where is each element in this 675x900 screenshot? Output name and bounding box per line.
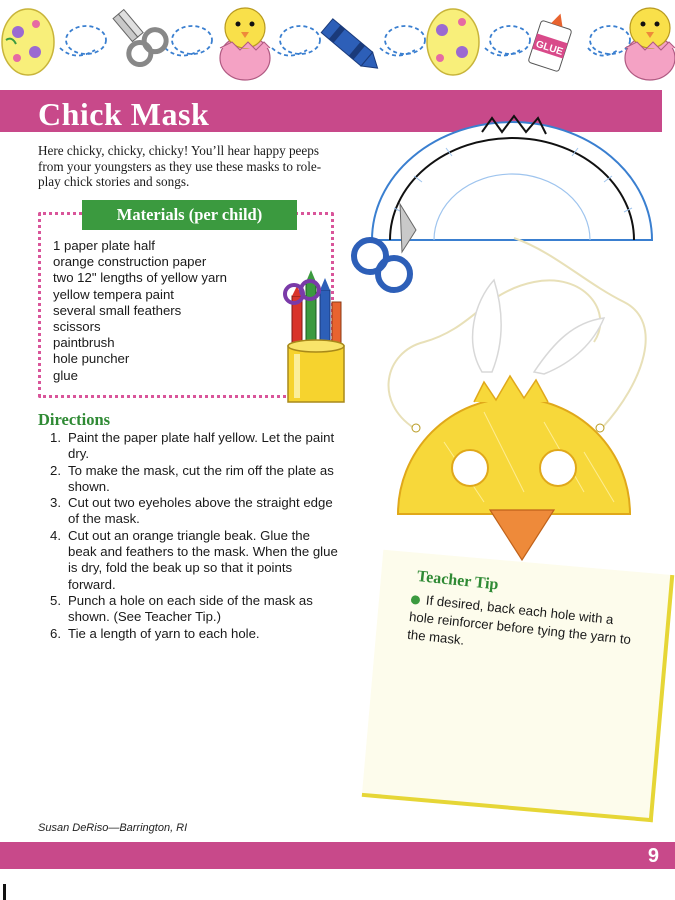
- bullet-icon: [411, 595, 421, 605]
- chick-mask-illustration: [364, 232, 674, 572]
- step-text: Punch a hole on each side of the mask as shown. (See Teacher Tip.): [68, 592, 313, 625]
- list-item: 1 paper plate half: [53, 238, 155, 253]
- feather-icon: [473, 280, 604, 374]
- step-number: 4.: [50, 527, 61, 543]
- list-item: hole puncher: [53, 351, 130, 367]
- teacher-tip-body: If desired, back each hole with a hole reinforcer before tying the yarn to the mask.: [406, 592, 632, 648]
- glue-label: GLUE: [534, 38, 565, 58]
- page-title: Chick Mask: [38, 96, 210, 132]
- chick-in-egg-icon: [220, 8, 270, 80]
- list-item: [38, 430, 338, 463]
- list-item: paintbrush: [53, 335, 115, 351]
- easter-egg-icon: [2, 9, 54, 75]
- beak-icon: [490, 510, 554, 560]
- page-number: 9: [647, 845, 659, 867]
- chick-in-egg-icon: [625, 8, 675, 80]
- list-item: yellow tempera paint: [53, 286, 174, 302]
- crayon-icon: [321, 19, 383, 75]
- list-item: [38, 463, 338, 496]
- intro-text: Here chicky, chicky, chicky! You’ll hear happy peeps from your youngsters as they use these masks to role-play chick stories and songs.: [38, 143, 322, 189]
- directions-title: Directions: [38, 410, 111, 429]
- step-text: To make the mask, cut the rim off the plate as shown.: [68, 462, 334, 494]
- step-text: Cut out an orange triangle beak. Glue the beak and feathers to the mask. When the glue is dry, fold the beak up so that it points forward.: [68, 527, 338, 592]
- step-text: Paint the paper plate half yellow. Let the paint dry.: [68, 430, 335, 462]
- step-number: 1.: [50, 430, 61, 445]
- step-number: 5.: [50, 592, 61, 608]
- list-item: [38, 528, 338, 593]
- list-item: orange construction paper: [53, 254, 207, 270]
- list-item: [38, 495, 338, 528]
- list-item: scissors: [53, 319, 101, 335]
- footer-bar: [0, 842, 675, 869]
- list-item: [38, 626, 338, 642]
- glue-bottle-icon: [528, 9, 576, 72]
- scan-edge-mark: [3, 884, 6, 900]
- scissors-icon: [103, 0, 171, 69]
- materials-list: [53, 238, 227, 384]
- teacher-tip-card: [362, 550, 675, 823]
- cup-icon: [288, 340, 344, 402]
- materials-header: Materials (per child): [82, 200, 297, 230]
- decorative-border: [0, 0, 675, 88]
- directions-list: [38, 430, 338, 642]
- step-text: Cut out two eyeholes above the straight edge of the mask.: [68, 495, 333, 527]
- list-item: several small feathers: [53, 302, 182, 318]
- step-number: 6.: [50, 625, 61, 641]
- step-number: 3.: [50, 495, 61, 511]
- author-credit: Susan DeRiso—Barrington, RI: [38, 822, 188, 834]
- list-item: [38, 593, 338, 626]
- step-text: Tie a length of yarn to each hole.: [68, 625, 260, 641]
- list-item: glue: [53, 367, 78, 383]
- teacher-tip-title: Teacher Tip: [416, 568, 500, 594]
- step-number: 2.: [50, 462, 61, 478]
- list-item: two 12" lengths of yellow yarn: [53, 270, 228, 286]
- easter-egg-icon: [427, 9, 479, 75]
